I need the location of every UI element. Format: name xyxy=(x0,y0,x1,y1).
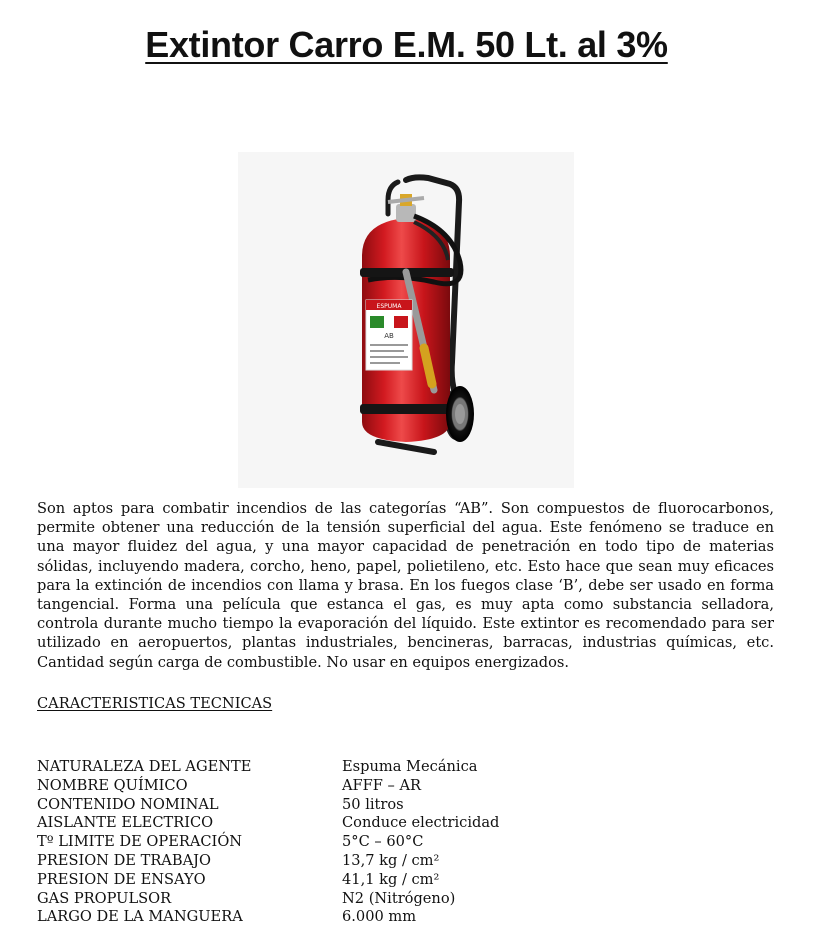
spec-label: Tº LIMITE DE OPERACIÓN xyxy=(37,833,243,851)
section-title-technical: CARACTERISTICAS TECNICAS xyxy=(37,695,273,712)
spec-label: GAS PROPULSOR xyxy=(37,889,172,907)
specs-table xyxy=(37,758,777,927)
fire-extinguisher-cart-photo xyxy=(238,152,574,488)
spec-row xyxy=(37,796,777,815)
spec-value: 5°C – 60°C xyxy=(342,833,424,851)
spec-label: NOMBRE QUÍMICO xyxy=(37,776,188,794)
spec-label: PRESION DE TRABAJO xyxy=(37,851,211,869)
spec-row xyxy=(37,871,777,890)
spec-value: Conduce electricidad xyxy=(342,814,500,832)
fire-extinguisher-icon xyxy=(238,152,574,488)
product-description: Son aptos para combatir incendios de las categorías “AB”. Son compuestos de fluorocarbonos, permite obtener una reducción de la tensión superficial del agua. Este fenómeno se traduce en una mayor fluidez del agua, y una mayor capacidad de penetración en todo tipo de materias sólidas, incluyendo madera, corcho, heno, papel, polietileno, etc. Esto hace que sean muy eficaces para la extinción de incendios con llama y brasa. En los fuegos clase ‘B’, debe ser usado en forma tangencial. Forma una película que estanca el gas, es muy apta como substancia selladora, controla durante mucho tiempo la evaporación del líquido. Este extintor es recomendado para ser utilizado en aeropuertos, plantas industriales, bencineras, barracas, industrias químicas, etc. Cantidad según carga de combustible. No usar en equipos energizados. xyxy=(37,500,774,671)
spec-value: 50 litros xyxy=(342,795,404,813)
page-title xyxy=(0,24,813,66)
spec-value: N2 (Nitrógeno) xyxy=(342,889,456,907)
spec-value: Espuma Mecánica xyxy=(342,758,478,775)
spec-row xyxy=(37,814,777,833)
page-title-text: Extintor Carro E.M. 50 Lt. al 3% xyxy=(145,24,668,65)
spec-row xyxy=(37,777,777,796)
spec-row xyxy=(37,908,777,927)
spec-value: 13,7 kg / cm² xyxy=(342,851,440,869)
spec-row xyxy=(37,852,777,871)
spec-value: 41,1 kg / cm² xyxy=(342,870,440,888)
spec-row xyxy=(37,758,777,777)
spec-label: CONTENIDO NOMINAL xyxy=(37,795,219,813)
spec-row xyxy=(37,833,777,852)
spec-value: AFFF – AR xyxy=(342,776,422,794)
spec-label: PRESION DE ENSAYO xyxy=(37,870,206,888)
spec-label: AISLANTE ELECTRICO xyxy=(37,814,214,832)
svg-text:AB: AB xyxy=(384,332,394,340)
spec-label: NATURALEZA DEL AGENTE xyxy=(37,758,252,775)
svg-text:ESPUMA: ESPUMA xyxy=(376,303,402,310)
spec-value: 6.000 mm xyxy=(342,908,417,926)
spec-row xyxy=(37,890,777,909)
spec-label: LARGO DE LA MANGUERA xyxy=(37,908,243,926)
